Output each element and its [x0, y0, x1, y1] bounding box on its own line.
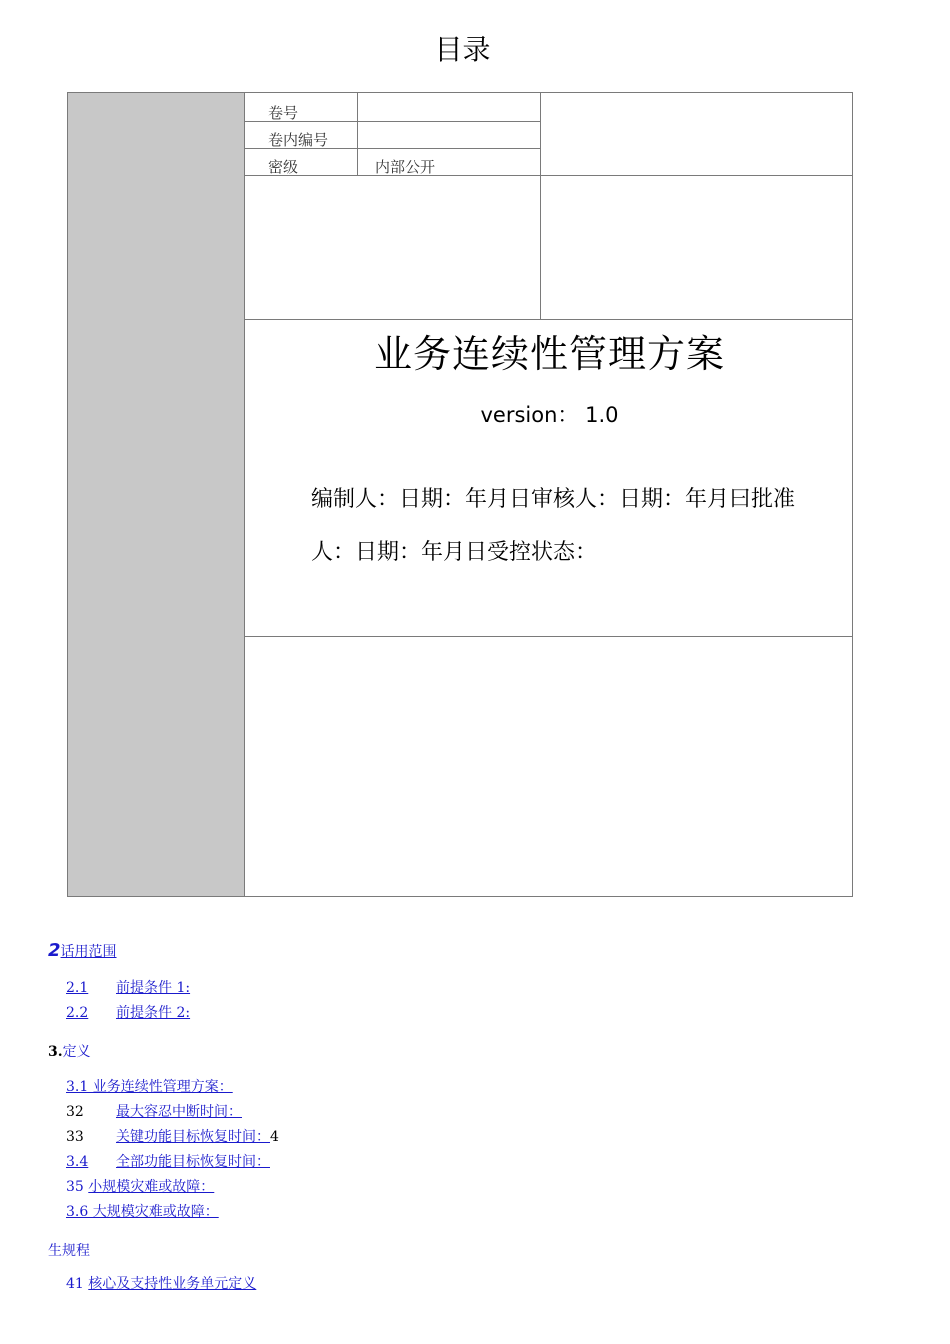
toc-number: 2.2 — [66, 1005, 89, 1021]
toc-page-number: 4 — [270, 1129, 279, 1145]
cover-sheet — [67, 92, 853, 897]
toc-entry-3-5[interactable] — [66, 1176, 214, 1196]
toc-number: 35 — [66, 1179, 84, 1195]
toc-number: 3.4 — [66, 1154, 89, 1170]
toc-entry-3-6[interactable] — [66, 1201, 219, 1221]
toc-entry-3[interactable] — [48, 1041, 91, 1061]
toc-entry-2-2[interactable] — [66, 1002, 190, 1022]
page-heading: 目录 — [434, 33, 491, 66]
toc-title: 前提条件 1: — [116, 980, 191, 996]
toc-title: 定义 — [62, 1044, 91, 1060]
title-top-divider — [245, 319, 853, 320]
toc-entry-2[interactable] — [48, 940, 117, 961]
signoff-line: 人：日期：年月日受控状态： — [311, 540, 598, 565]
signoff-block — [311, 473, 851, 579]
toc-title: 话用范围 — [60, 944, 117, 960]
version-line: version： 1.0 — [480, 403, 619, 427]
toc-entry-3-2[interactable] — [66, 1101, 242, 1121]
security-level-value: 内部公开 — [375, 158, 436, 176]
toc-number: 33 — [66, 1129, 84, 1145]
toc-entry-4-1[interactable] — [66, 1273, 256, 1293]
document-title: 业务连续性管理方案 — [373, 332, 725, 376]
toc-title: 全部功能目标恢复时间： — [116, 1154, 270, 1170]
toc-title: 核心及支持性业务单元定义 — [88, 1276, 257, 1292]
volume-number-label: 卷号 — [268, 104, 299, 122]
meta-right-divider — [540, 93, 541, 319]
title-bottom-divider — [245, 636, 853, 637]
toc-title: 最大容忍中断时间： — [116, 1104, 242, 1120]
toc-number: 32 — [66, 1104, 84, 1120]
toc-title: 前提条件 2: — [116, 1005, 191, 1021]
security-level-label: 密级 — [268, 158, 299, 176]
toc-entry-3-4[interactable] — [66, 1151, 270, 1171]
meta-bottom-divider — [245, 175, 853, 176]
inner-number-label: 卷内编号 — [268, 131, 329, 149]
toc-entry-3-3[interactable] — [66, 1126, 279, 1146]
toc-title: 关键功能目标恢复时间： — [116, 1129, 270, 1145]
toc-number: 2 — [48, 940, 61, 961]
toc-title: 3.6 大规模灾难或故障： — [66, 1204, 219, 1220]
toc-number: 3. — [48, 1044, 63, 1060]
toc-entry-4[interactable] — [48, 1240, 90, 1260]
toc-title: 3.1 业务连续性管理方案： — [66, 1079, 233, 1095]
toc-title: 生规程 — [48, 1243, 90, 1259]
cover-sidebar — [68, 93, 245, 896]
signoff-line: 编制人：日期：年月日审核人：日期：年月曰批准 — [311, 487, 796, 512]
meta-col-divider — [357, 93, 358, 175]
toc-entry-3-1[interactable] — [66, 1076, 233, 1096]
toc-entry-2-1[interactable] — [66, 977, 190, 997]
toc-number: 2.1 — [66, 980, 89, 996]
toc-title: 小规模灾难或故障： — [88, 1179, 215, 1195]
toc-number: 41 — [66, 1276, 84, 1292]
